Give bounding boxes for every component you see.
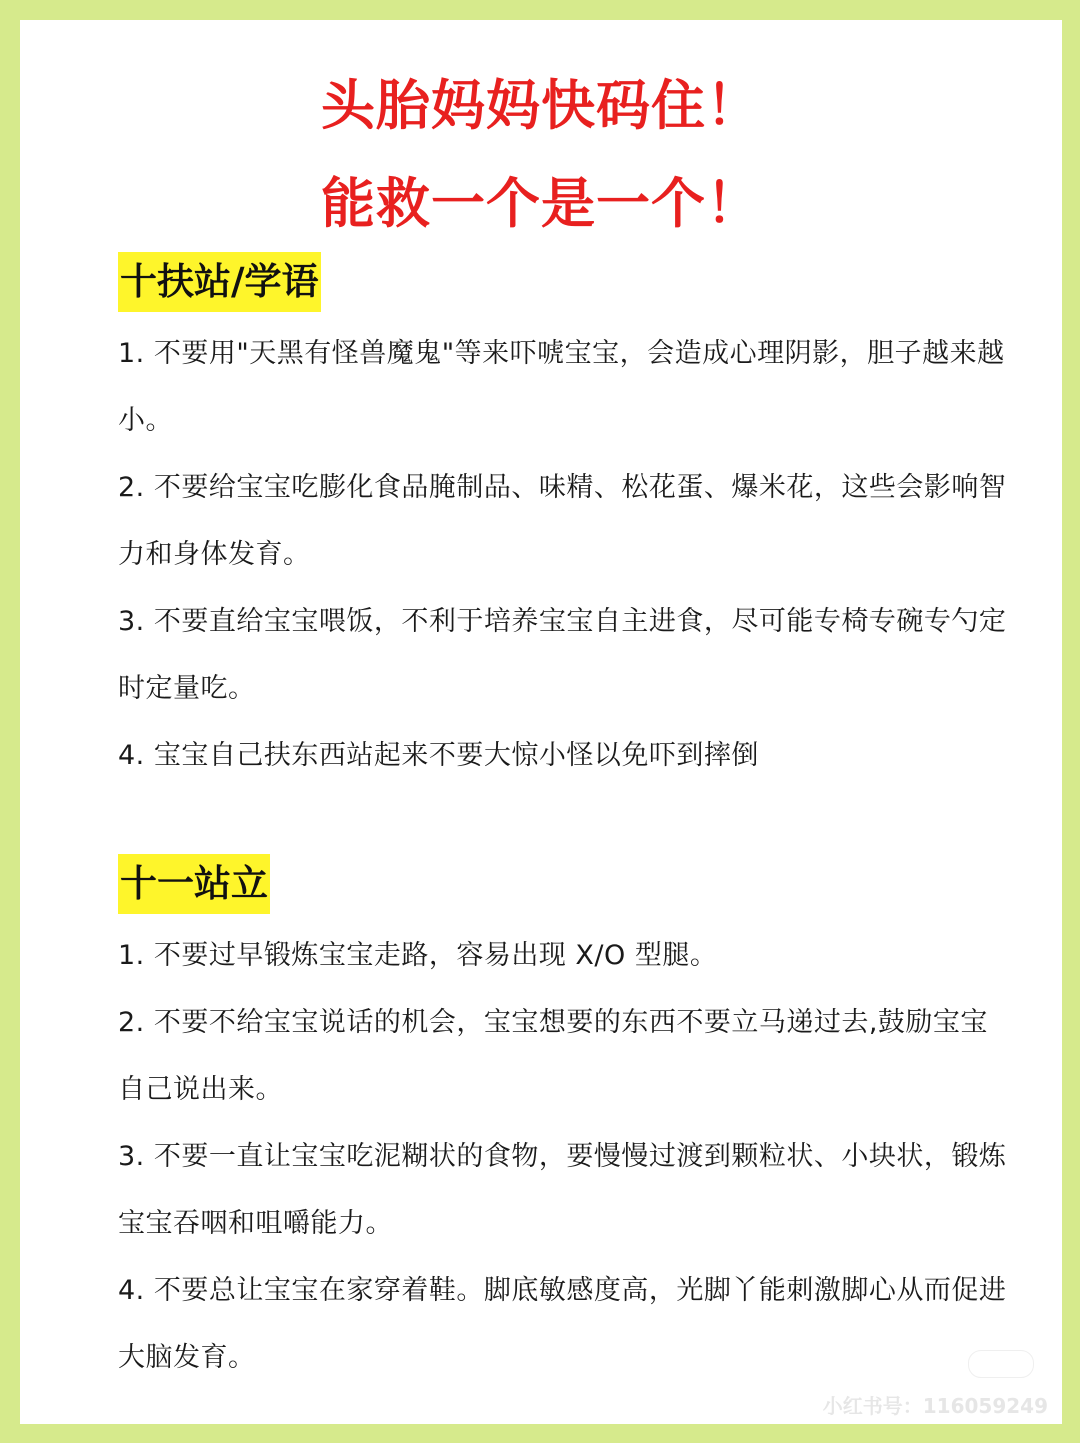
list-item: 4. 不要总让宝宝在家穿着鞋。脚底敏感度高，光脚丫能刺激脚心从而促进大脑发育。 (118, 1275, 1007, 1373)
list-item: 3. 不要直给宝宝喂饭，不利于培养宝宝自主进食，尽可能专椅专碗专勺定时定量吃。 (118, 606, 1007, 704)
content-card (20, 20, 1062, 1424)
section-heading-stand-speak: 十扶站/学语 (118, 252, 321, 312)
list-item: 1. 不要用"天黑有怪兽魔鬼"等来吓唬宝宝，会造成心理阴影，胆子越来越小。 (118, 338, 1005, 436)
watermark-logo-icon (968, 1350, 1034, 1378)
list-item: 4. 宝宝自己扶东西站起来不要大惊小怪以免吓到摔倒 (118, 740, 759, 771)
watermark-text: 小红书号：116059249 (822, 1394, 1048, 1418)
title-line-2: 能救一个是一个！ (321, 172, 761, 235)
section-heading-standing: 十一站立 (118, 854, 270, 914)
list-item: 2. 不要给宝宝吃膨化食品腌制品、味精、松花蛋、爆米花，这些会影响智力和身体发育。 (118, 472, 1007, 570)
section-list-standing (118, 922, 1008, 1391)
list-item: 2. 不要不给宝宝说话的机会，宝宝想要的东西不要立马递过去,鼓励宝宝自己说出来。 (118, 1007, 988, 1105)
list-item: 3. 不要一直让宝宝吃泥糊状的食物，要慢慢过渡到颗粒状、小块状，锻炼宝宝吞咽和咀嚼能力。 (118, 1141, 1007, 1239)
title-line-1: 头胎妈妈快码住！ (321, 74, 761, 137)
section-list-stand-speak (118, 320, 1008, 789)
list-item: 1. 不要过早锻炼宝宝走路，容易出现 X/O 型腿。 (118, 940, 718, 971)
